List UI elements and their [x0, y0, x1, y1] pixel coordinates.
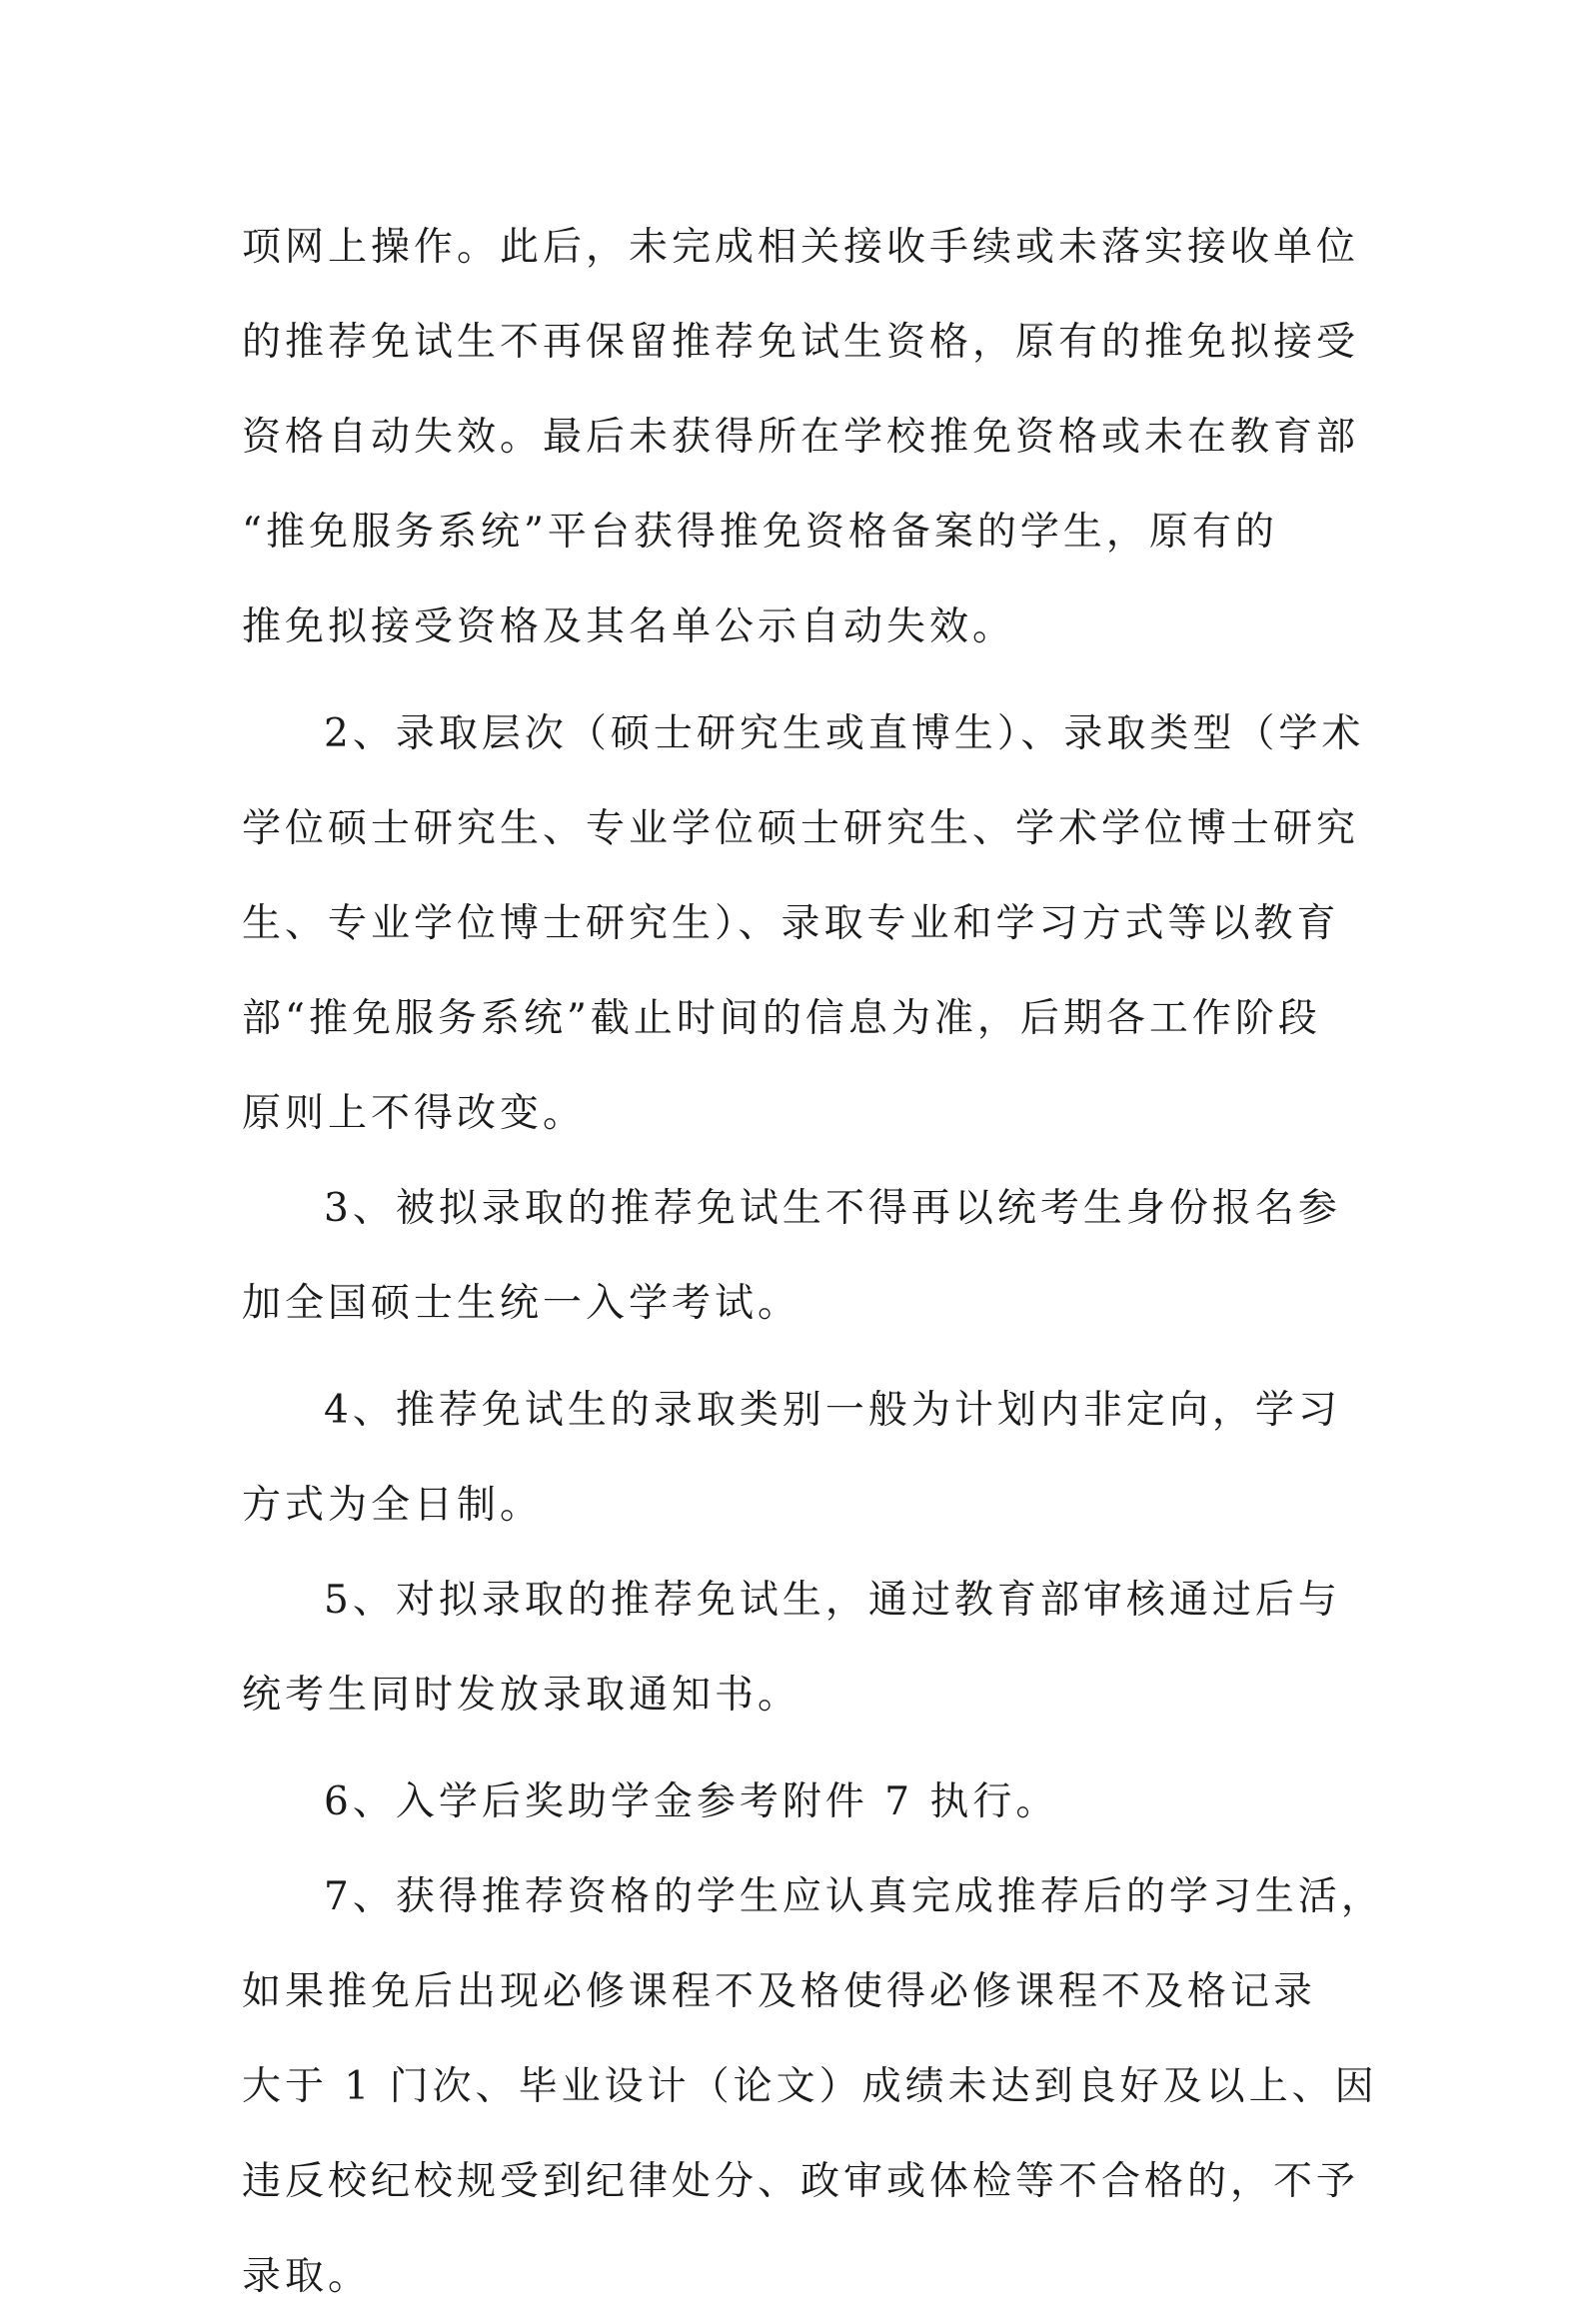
text-line: 方式为全日制。: [242, 1483, 544, 1528]
text-line: 统考生同时发放录取通知书。: [242, 1673, 801, 1718]
text-line: 7、获得推荐资格的学生应认真完成推荐后的学习生活，: [324, 1874, 1384, 1919]
text-line: 6、入学后奖助学金参考附件 7 执行。: [324, 1779, 1059, 1824]
text-line: 2、录取层次（硕士研究生或直博生）、录取类型（学术: [324, 711, 1365, 756]
text-line: 5、对拟录取的推荐免试生，通过教育部审核通过后与: [324, 1578, 1341, 1623]
text-line: 3、被拟录取的推荐免试生不得再以统考生身份报名参: [324, 1186, 1341, 1231]
text-line: 资格自动失效。最后未获得所在学校推免资格或未在教育部: [242, 415, 1360, 460]
text-line: 违反校纪校规受到纪律处分、政审或体检等不合格的，不予: [242, 2159, 1360, 2204]
text-line: 录取。: [242, 2254, 372, 2299]
text-line: 加全国硕士生统一入学考试。: [242, 1281, 801, 1326]
text-line: 的推荐免试生不再保留推荐免试生资格，原有的推免拟接受: [242, 320, 1360, 365]
text-line: “推免服务系统”平台获得推免资格备案的学生，原有的: [242, 510, 1278, 555]
text-line: 项网上操作。此后，未完成相关接收手续或未落实接收单位: [242, 225, 1360, 270]
text-line: 推免拟接受资格及其名单公示自动失效。: [242, 604, 1016, 649]
text-line: 4、推荐免试生的录取类别一般为计划内非定向，学习: [324, 1388, 1341, 1433]
text-line: 部“推免服务系统”截止时间的信息为准，后期各工作阶段: [242, 996, 1321, 1041]
document-body: [242, 200, 1384, 2324]
text-line: 大于 1 门次、毕业设计（论文）成绩未达到良好及以上、因: [242, 2064, 1378, 2109]
text-line: 如果推免后出现必修课程不及格使得必修课程不及格记录: [242, 1969, 1317, 2014]
text-line: 原则上不得改变。: [242, 1091, 587, 1136]
text-line: 学位硕士研究生、专业学位硕士研究生、学术学位博士研究: [242, 806, 1360, 851]
text-line: 生、专业学位博士研究生）、录取专业和学习方式等以教育: [242, 901, 1340, 946]
